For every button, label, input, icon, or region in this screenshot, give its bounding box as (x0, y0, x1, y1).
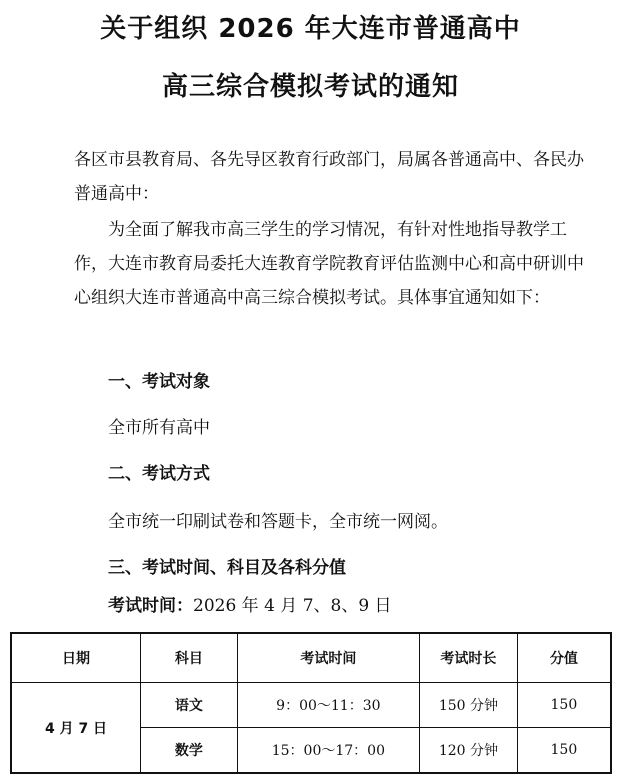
cell-time: 15：00～17：00 (237, 728, 419, 774)
section-heading-exam-method: 二、考试方式 (108, 464, 210, 484)
cell-date: 4 月 7 日 (11, 683, 141, 774)
header-score: 分值 (517, 633, 611, 683)
cell-duration: 150 分钟 (420, 683, 518, 728)
section-text-exam-method: 全市统一印刷试卷和答题卡，全市统一网阅。 (108, 512, 448, 532)
cell-subject: 语文 (141, 683, 238, 728)
salutation: 各区市县教育局、各先导区教育行政部门，局属各普通高中、各民办普通高中： (74, 150, 584, 204)
table-row (11, 683, 611, 728)
cell-duration: 120 分钟 (420, 728, 518, 774)
cell-score: 150 (517, 728, 611, 774)
header-exam-time: 考试时间 (237, 633, 419, 683)
exam-date-line (108, 594, 392, 618)
table-header-row (11, 633, 611, 683)
exam-date-value: 2026 年 4 月 7、8、9 日 (193, 596, 392, 616)
header-subject: 科目 (141, 633, 238, 683)
cell-subject: 数学 (141, 728, 238, 774)
notice-title-line-1: 关于组织 2026 年大连市普通高中 (100, 14, 521, 44)
header-date: 日期 (11, 633, 141, 683)
section-text-exam-targets: 全市所有高中 (108, 418, 210, 438)
section-heading-exam-schedule: 三、考试时间、科目及各科分值 (108, 558, 346, 578)
exam-schedule-table (10, 632, 612, 774)
notice-title-line-2: 高三综合模拟考试的通知 (161, 72, 459, 102)
cell-time: 9：00～11：30 (237, 683, 419, 728)
header-duration: 考试时长 (420, 633, 518, 683)
section-heading-exam-targets: 一、考试对象 (108, 372, 210, 392)
intro-paragraph: 为全面了解我市高三学生的学习情况，有针对性地指导教学工作，大连市教育局委托大连教育学院教育评估监测中心和高中研训中心组织大连市普通高中高三综合模拟考试。具体事宜通知如下： (74, 220, 584, 308)
cell-score: 150 (517, 683, 611, 728)
exam-date-label: 考试时间： (108, 596, 193, 616)
